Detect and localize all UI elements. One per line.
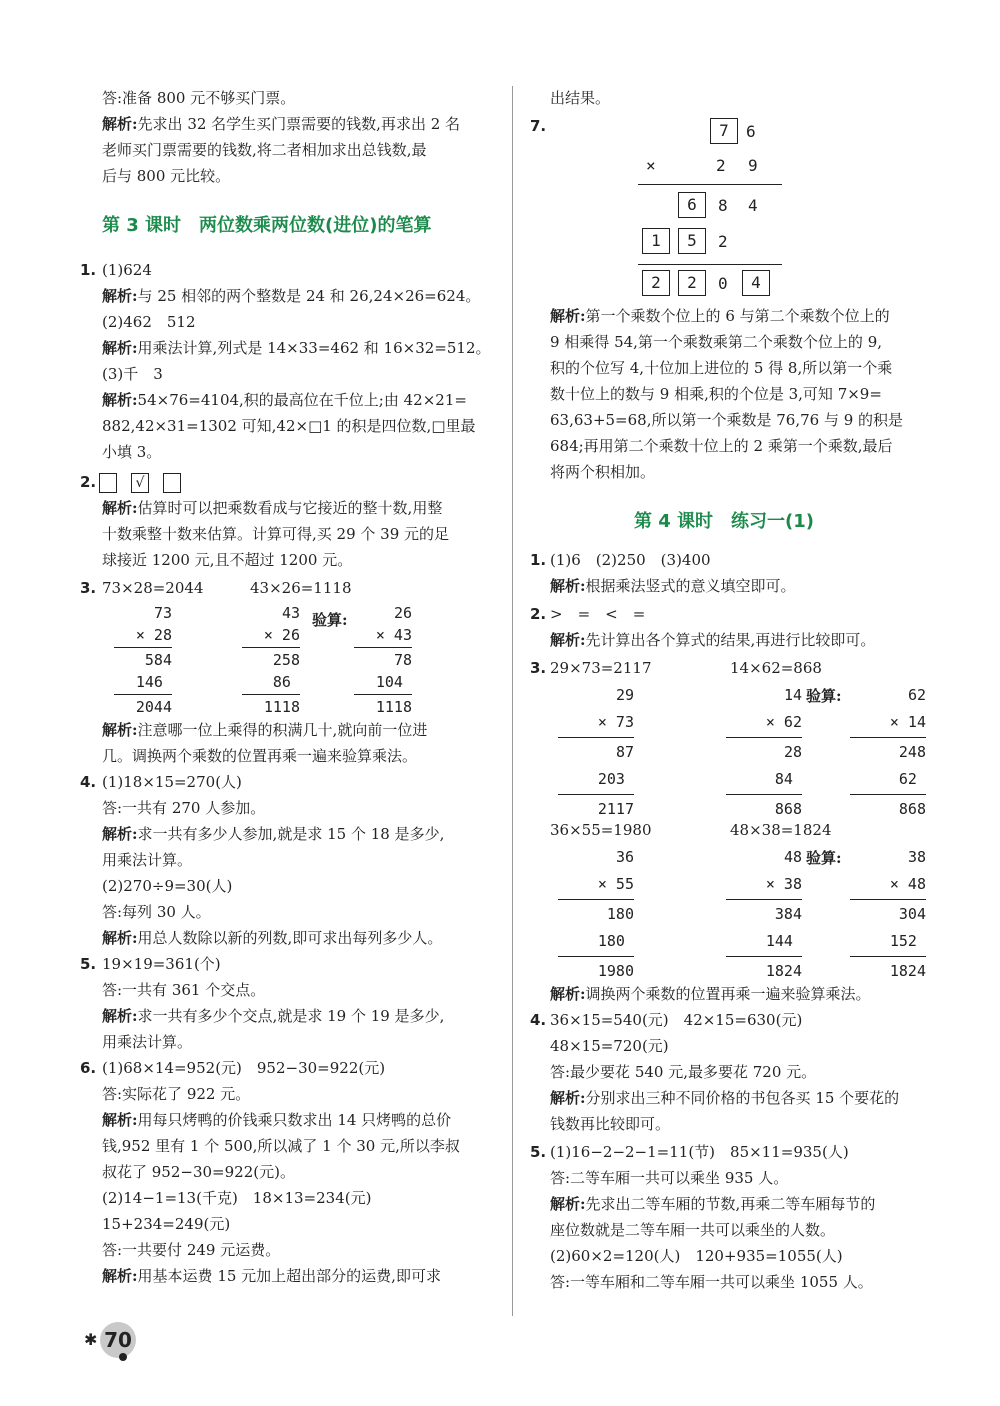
answer-text: (2)14−1=13(千克) 18×13=234(元) <box>102 1189 372 1207</box>
analysis-label: 解析: <box>102 929 138 947</box>
analysis-text: 钱,952 里有 1 个 500,所以减了 1 个 30 元,所以李叔 <box>102 1137 460 1155</box>
analysis-label: 解析: <box>102 115 138 133</box>
analysis-text: 用总人数除以新的列数,即可求出每列多少人。 <box>137 929 443 947</box>
analysis-label: 解析: <box>550 985 586 1003</box>
digit-box: 6 <box>678 192 706 218</box>
answer-text: (2)60×2=120(人) 120+935=1055(人) <box>550 1247 843 1265</box>
verify-label: 验算: <box>806 849 842 867</box>
question-number: 3. <box>80 579 97 597</box>
digit: 9 <box>748 156 758 175</box>
answer-text: 答:一等车厢和二等车厢一共可以乘坐 1055 人。 <box>550 1273 873 1291</box>
analysis-text: 座位数就是二等车厢一共可以乘坐的人数。 <box>550 1221 836 1239</box>
analysis-label: 解析: <box>550 631 586 649</box>
analysis-text: 先求出 32 名学生买门票需要的钱数,再求出 2 名 <box>137 115 461 133</box>
analysis-text: 第一个乘数个位上的 6 与第二个乘数个位上的 <box>585 307 890 325</box>
analysis-text: 老师买门票需要的钱数,将二者相加求出总钱数,最 <box>102 141 427 159</box>
answer-text: 答:一共有 361 个交点。 <box>102 981 266 999</box>
analysis-text: 求一共有多少个交点,就是求 19 个 19 是多少, <box>137 1007 445 1025</box>
digit-box: 7 <box>710 118 738 144</box>
checkbox-empty <box>99 473 117 493</box>
answer-text: 答:一共有 270 人参加。 <box>102 799 266 817</box>
digit-box: 1 <box>642 228 670 254</box>
answer-text: (3)千 3 <box>102 365 163 383</box>
analysis-text: 求一共有多少人参加,就是求 15 个 18 是多少, <box>137 825 445 843</box>
analysis-text: 先计算出各个算式的结果,再进行比较即可。 <box>585 631 876 649</box>
star-icon: ✱ <box>84 1330 98 1349</box>
analysis-text: 用每只烤鸭的价钱乘只数求出 14 只烤鸭的总价 <box>137 1111 452 1129</box>
vertical-calc: 73 × 28 584 146 2044 <box>114 602 172 718</box>
analysis-text: 684;再用第二个乘数十位上的 2 乘第一个乘数,最后 <box>550 437 893 455</box>
question-number: 7. <box>530 117 547 135</box>
equation: 29×73=2117 <box>550 659 652 677</box>
dot-icon <box>119 1353 127 1361</box>
analysis-text: 882,42×31=1302 可知,42×□1 的积是四位数,□里最 <box>102 417 476 435</box>
question-number: 4. <box>530 1011 547 1029</box>
analysis-text: 将两个积相加。 <box>550 463 656 481</box>
analysis-label: 解析: <box>102 287 138 305</box>
analysis-label: 解析: <box>102 339 138 357</box>
digit: 2 <box>718 232 728 251</box>
section-title: 第 3 课时 两位数乘两位数(进位)的笔算 <box>102 215 432 236</box>
digit-box: 2 <box>642 270 670 296</box>
analysis-label: 解析: <box>102 721 138 739</box>
analysis-text: 数十位上的数与 9 相乘,积的个位是 3,可知 7×9= <box>550 385 882 403</box>
continued-text: 出结果。 <box>550 89 611 107</box>
rule-line <box>638 184 782 185</box>
page-number: 70 <box>100 1322 136 1358</box>
digit-box: 2 <box>678 270 706 296</box>
vertical-calc: 38 × 48 304 152 1824 <box>850 844 926 985</box>
analysis-label: 解析: <box>102 825 138 843</box>
analysis-label: 解析: <box>550 1089 586 1107</box>
vertical-calc: 29 × 73 87 203 2117 <box>558 682 634 823</box>
vertical-calc: 48 × 38 384 144 1824 <box>726 844 802 985</box>
question-number: 6. <box>80 1059 97 1077</box>
analysis-text: 十数乘整十数来估算。计算可得,买 29 个 39 元的足 <box>102 525 450 543</box>
answer-text: (2)462 512 <box>102 313 196 331</box>
multiplication-puzzle <box>610 116 790 306</box>
question-number: 1. <box>80 261 97 279</box>
analysis-label: 解析: <box>102 391 138 409</box>
digit: 8 <box>718 196 728 215</box>
analysis-text: 注意哪一位上乘得的积满几十,就向前一位进 <box>137 721 428 739</box>
analysis-text: 63,63+5=68,所以第一个乘数是 76,76 与 9 的积是 <box>550 411 904 429</box>
answer-text: 答:准备 800 元不够买门票。 <box>102 89 296 107</box>
section-title: 第 4 课时 练习一(1) <box>634 511 815 532</box>
digit: 6 <box>746 122 756 141</box>
analysis-label: 解析: <box>102 1111 138 1129</box>
digit: 4 <box>748 196 758 215</box>
answer-text: 答:每列 30 人。 <box>102 903 211 921</box>
column-divider <box>512 86 513 1316</box>
answer-text: (1)6 (2)250 (3)400 <box>550 551 711 569</box>
analysis-text: 钱数再比较即可。 <box>550 1115 671 1133</box>
equation: 43×26=1118 <box>250 579 352 597</box>
analysis-text: 用乘法计算。 <box>102 1033 193 1051</box>
analysis-text: 分别求出三种不同价格的书包各买 15 个要花的 <box>585 1089 900 1107</box>
analysis-text: 用乘法计算,列式是 14×33=462 和 16×32=512。 <box>137 339 491 357</box>
vertical-calc: 62 × 14 248 62 868 <box>850 682 926 823</box>
analysis-text: 9 相乘得 54,第一个乘数乘第二个乘数个位上的 9, <box>550 333 883 351</box>
answer-text: 答:一共要付 249 元运费。 <box>102 1241 281 1259</box>
analysis-text: 几。调换两个乘数的位置再乘一遍来验算乘法。 <box>102 747 418 765</box>
equation: 14×62=868 <box>730 659 822 677</box>
vertical-calc: 43 × 26 258 86 1118 <box>242 602 300 718</box>
question-number: 5. <box>80 955 97 973</box>
answer-text: (1)18×15=270(人) <box>102 773 242 791</box>
analysis-label: 解析: <box>102 1267 138 1285</box>
analysis-text: 调换两个乘数的位置再乘一遍来验算乘法。 <box>585 985 871 1003</box>
analysis-label: 解析: <box>550 1195 586 1213</box>
analysis-label: 解析: <box>550 307 586 325</box>
analysis-text: 小填 3。 <box>102 443 162 461</box>
answer-text: (1)16−2−2−1=11(节) 85×11=935(人) <box>550 1143 849 1161</box>
checkbox-row <box>92 470 188 494</box>
analysis-text: 球接近 1200 元,且不超过 1200 元。 <box>102 551 353 569</box>
analysis-text: 后与 800 元比较。 <box>102 167 231 185</box>
answer-text: (2)270÷9=30(人) <box>102 877 233 895</box>
analysis-label: 解析: <box>102 499 138 517</box>
question-number: 2. <box>530 605 547 623</box>
analysis-text: 根据乘法竖式的意义填空即可。 <box>585 577 796 595</box>
answer-text: (1)68×14=952(元) 952−30=922(元) <box>102 1059 386 1077</box>
analysis-text: 先求出二等车厢的节数,再乘二等车厢每节的 <box>585 1195 876 1213</box>
digit: 0 <box>718 274 728 293</box>
vertical-calc: 36 × 55 180 180 1980 <box>558 844 634 985</box>
answer-text: 36×15=540(元) 42×15=630(元) <box>550 1011 803 1029</box>
answer-text: 48×15=720(元) <box>550 1037 669 1055</box>
analysis-label: 解析: <box>550 577 586 595</box>
analysis-text: 用乘法计算。 <box>102 851 193 869</box>
answer-text: > = < = <box>550 605 646 623</box>
verify-label: 验算: <box>312 611 348 629</box>
equation: 73×28=2044 <box>102 579 204 597</box>
question-number: 2. <box>80 473 97 491</box>
vertical-calc: 14 × 62 28 84 868 <box>726 682 802 823</box>
analysis-text: 积的个位写 4,十位加上进位的 5 得 8,所以第一个乘 <box>550 359 893 377</box>
analysis-text: 估算时可以把乘数看成与它接近的整十数,用整 <box>137 499 443 517</box>
question-number: 4. <box>80 773 97 791</box>
equation: 48×38=1824 <box>730 821 832 839</box>
answer-text: 19×19=361(个) <box>102 955 221 973</box>
question-number: 1. <box>530 551 547 569</box>
digit-box: 4 <box>742 270 770 296</box>
equation: 36×55=1980 <box>550 821 652 839</box>
vertical-calc: 26 × 43 78 104 1118 <box>354 602 412 718</box>
answer-text: 答:最少要花 540 元,最多要花 720 元。 <box>550 1063 817 1081</box>
analysis-text: 叔花了 952−30=922(元)。 <box>102 1163 295 1181</box>
rule-line <box>638 264 782 265</box>
answer-text: (1)624 <box>102 261 152 279</box>
checkbox-empty <box>163 473 181 493</box>
digit-box: 5 <box>678 228 706 254</box>
analysis-text: 54×76=4104,积的最高位在千位上;由 42×21= <box>137 391 467 409</box>
analysis-text: 用基本运费 15 元加上超出部分的运费,即可求 <box>137 1267 441 1285</box>
digit: 2 <box>716 156 726 175</box>
verify-label: 验算: <box>806 687 842 705</box>
checkbox-checked: √ <box>131 473 149 493</box>
question-number: 5. <box>530 1143 547 1161</box>
analysis-text: 与 25 相邻的两个整数是 24 和 26,24×26=624。 <box>137 287 481 305</box>
answer-text: 答:实际花了 922 元。 <box>102 1085 251 1103</box>
answer-text: 15+234=249(元) <box>102 1215 231 1233</box>
answer-text: 答:二等车厢一共可以乘坐 935 人。 <box>550 1169 789 1187</box>
times-sign: × <box>646 156 656 175</box>
question-number: 3. <box>530 659 547 677</box>
analysis-label: 解析: <box>102 1007 138 1025</box>
